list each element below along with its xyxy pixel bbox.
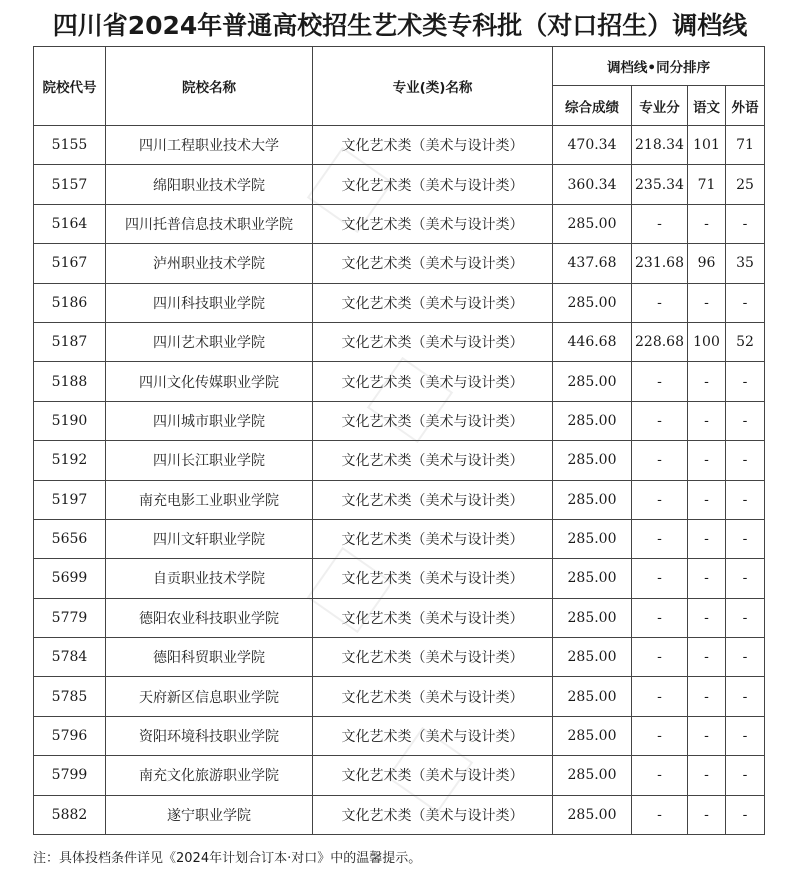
cell-name: 四川文轩职业学院 xyxy=(106,519,313,558)
header-group: 调档线•同分排序 xyxy=(553,47,765,86)
cell-chinese: 71 xyxy=(688,165,726,204)
cell-prof: - xyxy=(632,559,688,598)
cell-code: 5799 xyxy=(34,756,106,795)
cell-name: 遂宁职业学院 xyxy=(106,795,313,834)
cell-chinese: - xyxy=(688,716,726,755)
cell-major: 文化艺术类（美术与设计类） xyxy=(313,677,553,716)
table-row xyxy=(34,244,765,283)
cell-total: 285.00 xyxy=(553,598,632,637)
cell-code: 5197 xyxy=(34,480,106,519)
cell-total: 285.00 xyxy=(553,519,632,558)
cell-chinese: - xyxy=(688,795,726,834)
cell-foreign: - xyxy=(726,559,765,598)
cell-foreign: - xyxy=(726,441,765,480)
cell-chinese: - xyxy=(688,519,726,558)
cell-name: 资阳环境科技职业学院 xyxy=(106,716,313,755)
cell-total: 285.00 xyxy=(553,283,632,322)
cell-foreign: - xyxy=(726,716,765,755)
cell-prof: - xyxy=(632,204,688,243)
cell-foreign: 71 xyxy=(726,126,765,165)
cell-total: 285.00 xyxy=(553,716,632,755)
cell-total: 285.00 xyxy=(553,441,632,480)
table-row xyxy=(34,480,765,519)
cell-major: 文化艺术类（美术与设计类） xyxy=(313,362,553,401)
footnote: 注：具体投档条件详见《2024年计划合订本·对口》中的温馨提示。 xyxy=(33,851,422,866)
cell-major: 文化艺术类（美术与设计类） xyxy=(313,638,553,677)
cell-name: 自贡职业技术学院 xyxy=(106,559,313,598)
cell-prof: - xyxy=(632,401,688,440)
cell-code: 5167 xyxy=(34,244,106,283)
cell-foreign: - xyxy=(726,519,765,558)
cell-prof: - xyxy=(632,362,688,401)
cell-code: 5157 xyxy=(34,165,106,204)
cell-name: 四川科技职业学院 xyxy=(106,283,313,322)
cell-chinese: - xyxy=(688,756,726,795)
cell-code: 5190 xyxy=(34,401,106,440)
table-row xyxy=(34,362,765,401)
cell-name: 四川工程职业技术大学 xyxy=(106,126,313,165)
cell-major: 文化艺术类（美术与设计类） xyxy=(313,244,553,283)
cell-name: 四川文化传媒职业学院 xyxy=(106,362,313,401)
cell-major: 文化艺术类（美术与设计类） xyxy=(313,322,553,361)
page-title: 四川省2024年普通高校招生艺术类专科批（对口招生）调档线 xyxy=(52,11,748,40)
cell-major: 文化艺术类（美术与设计类） xyxy=(313,165,553,204)
cell-total: 285.00 xyxy=(553,401,632,440)
table-row xyxy=(34,441,765,480)
cell-major: 文化艺术类（美术与设计类） xyxy=(313,283,553,322)
cell-chinese: 101 xyxy=(688,126,726,165)
cell-foreign: - xyxy=(726,598,765,637)
cell-foreign: - xyxy=(726,795,765,834)
cell-chinese: - xyxy=(688,559,726,598)
cell-major: 文化艺术类（美术与设计类） xyxy=(313,756,553,795)
cell-prof: 218.34 xyxy=(632,126,688,165)
cell-total: 285.00 xyxy=(553,638,632,677)
cell-major: 文化艺术类（美术与设计类） xyxy=(313,204,553,243)
table-row xyxy=(34,283,765,322)
cell-name: 德阳农业科技职业学院 xyxy=(106,598,313,637)
table-row xyxy=(34,677,765,716)
table-row xyxy=(34,795,765,834)
cell-code: 5699 xyxy=(34,559,106,598)
header-total: 综合成绩 xyxy=(553,86,632,126)
cell-code: 5796 xyxy=(34,716,106,755)
cell-name: 绵阳职业技术学院 xyxy=(106,165,313,204)
cell-total: 285.00 xyxy=(553,480,632,519)
cell-code: 5882 xyxy=(34,795,106,834)
cell-foreign: 25 xyxy=(726,165,765,204)
cell-total: 285.00 xyxy=(553,795,632,834)
cell-name: 四川城市职业学院 xyxy=(106,401,313,440)
cell-foreign: - xyxy=(726,362,765,401)
cell-name: 四川托普信息技术职业学院 xyxy=(106,204,313,243)
header-major: 专业(类)名称 xyxy=(313,47,553,126)
cell-prof: - xyxy=(632,795,688,834)
cell-total: 470.34 xyxy=(553,126,632,165)
table-row xyxy=(34,519,765,558)
cell-code: 5187 xyxy=(34,322,106,361)
table-body xyxy=(34,126,765,835)
cell-prof: - xyxy=(632,480,688,519)
cell-major: 文化艺术类（美术与设计类） xyxy=(313,441,553,480)
cell-prof: - xyxy=(632,756,688,795)
table-row xyxy=(34,559,765,598)
table-row xyxy=(34,126,765,165)
cell-chinese: - xyxy=(688,362,726,401)
cell-name: 德阳科贸职业学院 xyxy=(106,638,313,677)
cell-foreign: 35 xyxy=(726,244,765,283)
cell-name: 四川艺术职业学院 xyxy=(106,322,313,361)
cell-chinese: - xyxy=(688,638,726,677)
cell-chinese: - xyxy=(688,441,726,480)
cell-total: 285.00 xyxy=(553,756,632,795)
cell-total: 285.00 xyxy=(553,362,632,401)
table-row xyxy=(34,756,765,795)
cell-prof: 228.68 xyxy=(632,322,688,361)
cell-prof: 235.34 xyxy=(632,165,688,204)
cell-total: 285.00 xyxy=(553,677,632,716)
cell-code: 5784 xyxy=(34,638,106,677)
cell-foreign: - xyxy=(726,638,765,677)
table-row xyxy=(34,638,765,677)
cell-chinese: - xyxy=(688,598,726,637)
cell-total: 437.68 xyxy=(553,244,632,283)
cell-prof: - xyxy=(632,598,688,637)
table-row xyxy=(34,716,765,755)
cell-major: 文化艺术类（美术与设计类） xyxy=(313,401,553,440)
cell-prof: - xyxy=(632,677,688,716)
table-row xyxy=(34,322,765,361)
cell-chinese: - xyxy=(688,480,726,519)
cell-major: 文化艺术类（美术与设计类） xyxy=(313,126,553,165)
cell-name: 南充电影工业职业学院 xyxy=(106,480,313,519)
cell-prof: 231.68 xyxy=(632,244,688,283)
cell-major: 文化艺术类（美术与设计类） xyxy=(313,598,553,637)
cell-foreign: - xyxy=(726,204,765,243)
header-name: 院校名称 xyxy=(106,47,313,126)
cell-name: 泸州职业技术学院 xyxy=(106,244,313,283)
cell-code: 5186 xyxy=(34,283,106,322)
cell-code: 5188 xyxy=(34,362,106,401)
cell-code: 5779 xyxy=(34,598,106,637)
header-prof: 专业分 xyxy=(632,86,688,126)
header-chinese: 语文 xyxy=(688,86,726,126)
cutoff-table xyxy=(33,46,765,835)
cell-prof: - xyxy=(632,519,688,558)
cell-code: 5155 xyxy=(34,126,106,165)
table-row xyxy=(34,204,765,243)
cell-code: 5192 xyxy=(34,441,106,480)
cell-prof: - xyxy=(632,441,688,480)
cell-code: 5164 xyxy=(34,204,106,243)
cell-major: 文化艺术类（美术与设计类） xyxy=(313,519,553,558)
cell-prof: - xyxy=(632,283,688,322)
cell-chinese: - xyxy=(688,283,726,322)
cell-foreign: - xyxy=(726,677,765,716)
cell-name: 四川长江职业学院 xyxy=(106,441,313,480)
cell-total: 360.34 xyxy=(553,165,632,204)
cell-chinese: 96 xyxy=(688,244,726,283)
cell-foreign: - xyxy=(726,401,765,440)
cell-chinese: - xyxy=(688,401,726,440)
table-row xyxy=(34,598,765,637)
cell-chinese: 100 xyxy=(688,322,726,361)
cell-code: 5656 xyxy=(34,519,106,558)
cell-major: 文化艺术类（美术与设计类） xyxy=(313,559,553,598)
cell-foreign: - xyxy=(726,756,765,795)
table-row xyxy=(34,165,765,204)
cell-total: 285.00 xyxy=(553,559,632,598)
cell-foreign: - xyxy=(726,283,765,322)
cell-prof: - xyxy=(632,716,688,755)
cell-foreign: 52 xyxy=(726,322,765,361)
cell-name: 南充文化旅游职业学院 xyxy=(106,756,313,795)
cell-major: 文化艺术类（美术与设计类） xyxy=(313,795,553,834)
cell-foreign: - xyxy=(726,480,765,519)
cell-total: 285.00 xyxy=(553,204,632,243)
cell-major: 文化艺术类（美术与设计类） xyxy=(313,716,553,755)
cell-chinese: - xyxy=(688,677,726,716)
cell-name: 天府新区信息职业学院 xyxy=(106,677,313,716)
cell-total: 446.68 xyxy=(553,322,632,361)
header-foreign: 外语 xyxy=(726,86,765,126)
table-row xyxy=(34,401,765,440)
cell-code: 5785 xyxy=(34,677,106,716)
cell-chinese: - xyxy=(688,204,726,243)
cell-major: 文化艺术类（美术与设计类） xyxy=(313,480,553,519)
header-code: 院校代号 xyxy=(34,47,106,126)
cell-prof: - xyxy=(632,638,688,677)
